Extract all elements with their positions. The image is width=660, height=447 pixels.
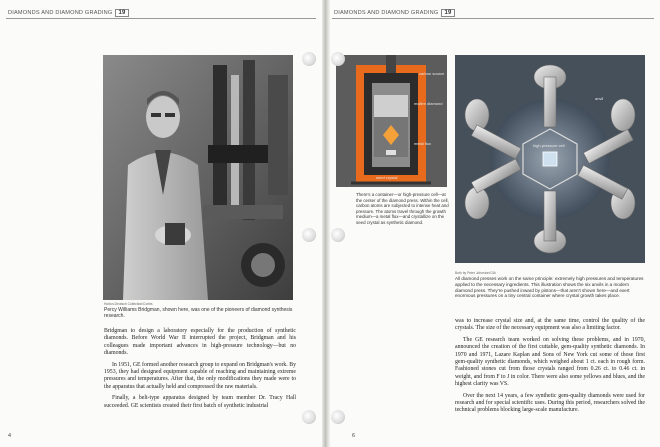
photo-credit: Hulton-Deutsch Collection/Corbis — [104, 302, 153, 306]
photo-caption: Percy Williams Bridgman, shown here, was one of the pioneers of diamond synthesis research. — [104, 307, 293, 320]
label-anvil: anvil — [595, 96, 604, 101]
figure1-caption: There's a container—or high-pressure cell—at the center of the diamond press. Within the cell, carbon atoms are subjected to intense heat and pressure. The atoms travel through the growth medium—a metal flux—and crystallize on the seed crystal as synthetic diamond. — [356, 192, 449, 225]
right-body-text — [455, 318, 645, 419]
right-header-title: DIAMONDS AND DIAMOND GRADING — [334, 10, 439, 16]
right-page-number: 6 — [352, 433, 356, 439]
figure2-caption: All diamond presses work on the same principle: extremely high pressures and temperatures applied to the necessary ingredients. This illustration shows the six anvils in a modern diamond press. They're pushed inward by pistons—that aren't shown here—and exert enormous pressures on a tiny central container where crystal growth takes place. — [455, 276, 644, 299]
left-paragraph: In 1951, GE formed another research group to expand on Bridgman's work. By 1953, they had designed equipment capable of reaching and maintaining extreme pressures and temperatures. After that, the only modifications they made were to the apparatus that actually held and compressed the raw materials. — [104, 361, 296, 390]
hole-punch — [331, 52, 345, 66]
hole-punch — [302, 228, 316, 242]
hole-punch — [331, 228, 345, 242]
right-paragraph: was to increase crystal size and, at the same time, control the quality of the crystals. The size of the necessary equipment was also a limiting factor. — [455, 318, 645, 332]
left-header-rule — [6, 18, 316, 19]
label-molten-diamond: molten diamond — [414, 101, 443, 106]
hole-punch — [302, 52, 316, 66]
hole-punch — [331, 410, 345, 424]
right-paragraph: The GE research team worked on solving these problems, and in 1970, announced the creation of the first cuttable, gem-quality synthetic diamonds. In 1970 and 1971, Lazare Kaplan and Sons of New York cut some of those first gem-quality synthetic diamonds, which weighed about 1 ct. each in rough form. Fashioned stones cut from those crystals ranged from 0.26 ct. to 0.46 ct. in weight, and from F to J in color. There were also some yellows and blues, and the highest clarity was VS. — [455, 336, 645, 388]
label-high-pressure-cell: high-pressure cell — [533, 143, 565, 148]
high-pressure-cell-diagram — [336, 55, 447, 187]
page-gutter — [322, 0, 330, 447]
left-header-number: 19 — [115, 9, 128, 17]
bridgman-photo — [103, 55, 293, 300]
label-seed-crystal: seed crystal — [376, 175, 398, 180]
label-metal-flux: metal flux — [414, 141, 432, 146]
label-carbon-source: carbon source — [419, 71, 445, 76]
right-header-rule — [332, 18, 654, 19]
left-page-number: 4 — [8, 433, 12, 439]
hole-punch — [302, 410, 316, 424]
right-header-number: 19 — [441, 9, 454, 17]
figure2-credit: Both by Peter Johnston/GIA — [455, 271, 496, 275]
left-paragraph: Bridgman to design a laboratory especially for the production of synthetic diamonds. Before World War II interrupted the project, Bridgman and his colleagues made important advances in high-pressure technology—but no diamonds. — [104, 328, 296, 357]
left-paragraph: Finally, a belt-type apparatus designed by team member Dr. Tracy Hall succeeded. GE scientists created their first batch of synthetic industrial — [104, 395, 296, 409]
right-running-header — [332, 7, 654, 19]
six-anvil-press-diagram — [455, 55, 645, 263]
left-body-text — [104, 328, 296, 414]
left-header-title: DIAMONDS AND DIAMOND GRADING — [8, 10, 113, 16]
left-running-header — [6, 7, 316, 19]
right-paragraph: Over the next 14 years, a few synthetic gem-quality diamonds were used for research and for special scientific uses. During this period, researchers solved the technical problems blocking large-scale manufacture. — [455, 392, 645, 414]
